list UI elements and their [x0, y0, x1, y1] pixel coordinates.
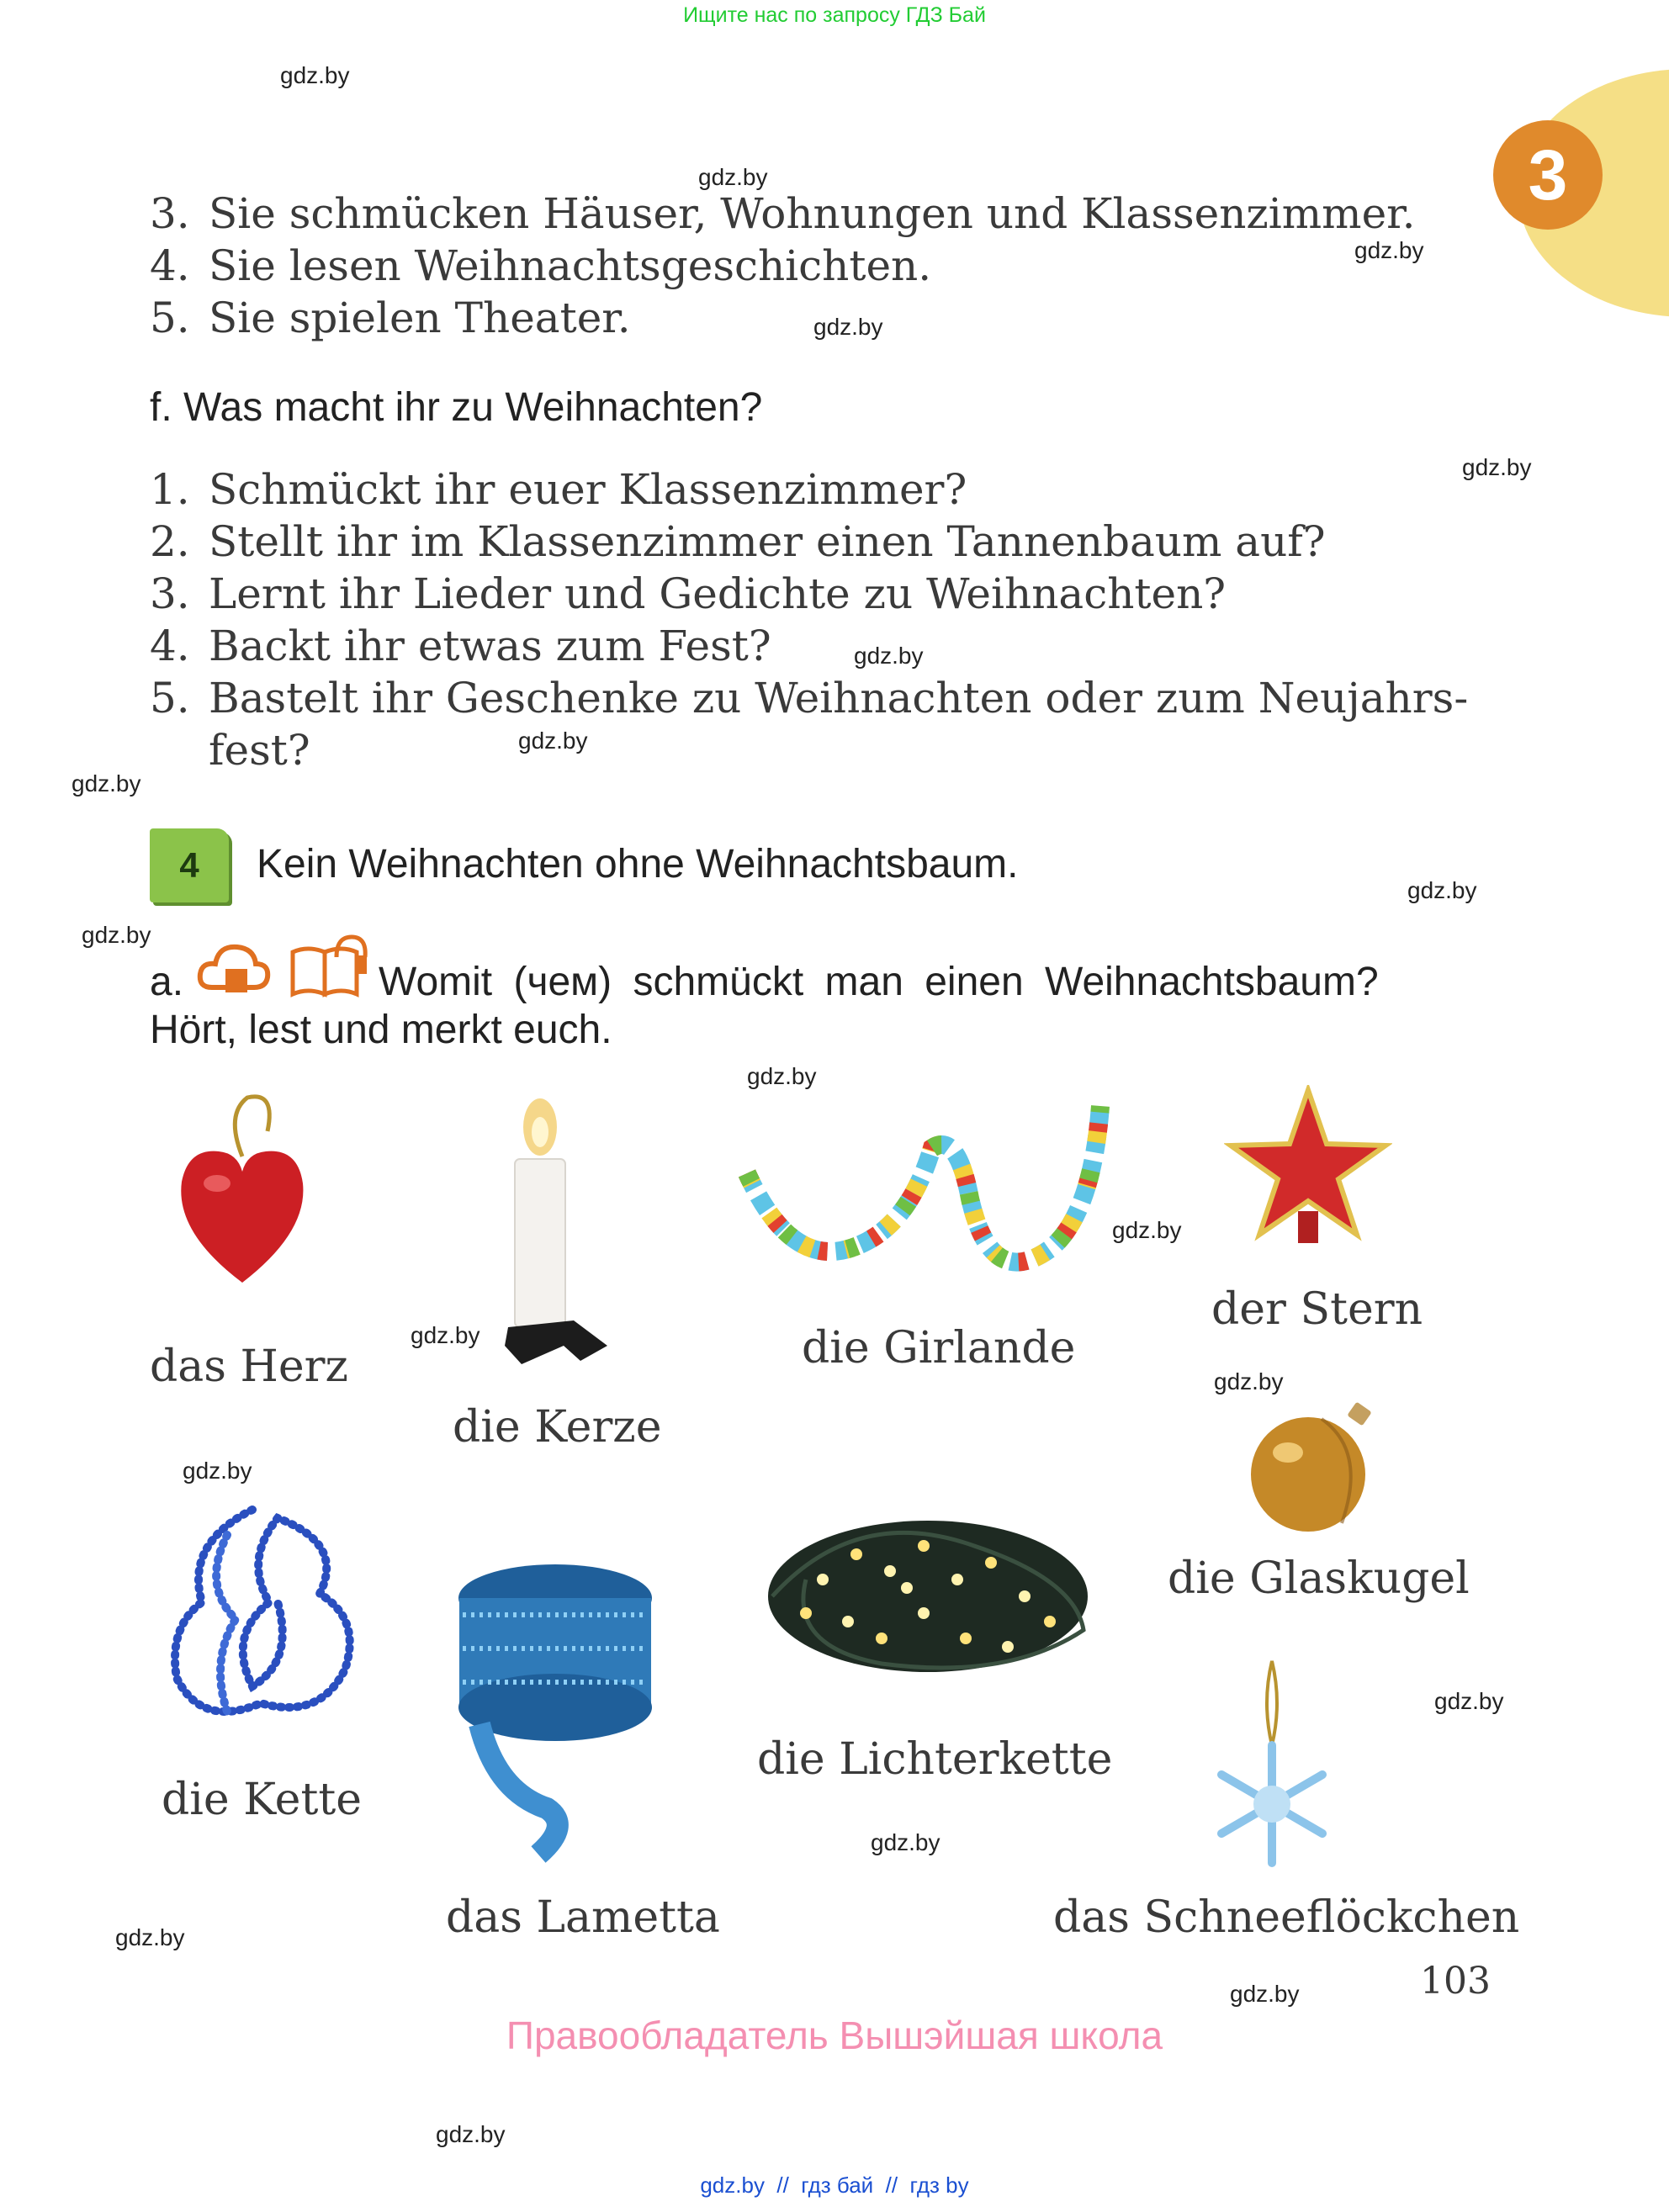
exercise-number: 4 [179, 845, 199, 885]
top-banner: Ищите нас по запросу ГДЗ Бай [683, 3, 986, 27]
question-line [150, 465, 967, 514]
watermark: gdz.by [1462, 454, 1532, 480]
caption-schneeflockchen: das Schneeflöckchen [1053, 1892, 1520, 1943]
item-text: Sie spielen Theater. [209, 294, 631, 342]
caption-glaskugel: die Glaskugel [1168, 1553, 1470, 1604]
item-text: Stellt ihr im Klassenzimmer einen Tannenbaum auf? [209, 517, 1326, 566]
question-line [150, 674, 1468, 722]
item-number: 3. [150, 569, 190, 618]
caption-girlande: die Girlande [802, 1323, 1076, 1373]
bead-chain-icon [151, 1493, 366, 1737]
watermark: gdz.by [72, 770, 141, 796]
watermark: gdz.by [871, 1829, 940, 1855]
question-continuation: fest? [209, 726, 310, 775]
task-a-question: Womit (чем) schmückt man einen Weihnachtsbaum? [379, 960, 1379, 1004]
item-number: 2. [150, 517, 190, 566]
garland-icon [739, 1098, 1121, 1295]
item-number: 4. [150, 622, 190, 670]
item-text: Backt ihr etwas zum Fest? [209, 622, 771, 670]
task-f-heading: f. Was macht ihr zu Weihnachten? [150, 385, 763, 430]
item-text: Lernt ihr Lieder und Gedichte zu Weihnachten? [209, 569, 1227, 618]
watermark: gdz.by [280, 62, 350, 88]
answer-line [150, 241, 931, 290]
audio-cloud-icon [195, 935, 273, 1003]
caption-herz: das Herz [150, 1341, 348, 1392]
task-a-instruction: Hört, lest und merkt euch. [150, 1008, 612, 1052]
item-text: Sie lesen Weihnachtsgeschichten. [209, 241, 932, 290]
answer-line [150, 294, 631, 342]
glass-ball-icon [1241, 1400, 1392, 1535]
exercise-title: Kein Weihnachten ohne Weihnachtsbaum. [257, 842, 1019, 886]
question-line [150, 517, 1326, 566]
watermark: gdz.by [82, 922, 151, 948]
tinsel-icon [446, 1556, 665, 1863]
read-listen-icon [286, 932, 368, 1003]
candle-icon [471, 1093, 614, 1384]
caption-stern: der Stern [1211, 1284, 1423, 1335]
watermark: gdz.by [1407, 877, 1477, 903]
item-number: 4. [150, 241, 190, 290]
caption-lichterkette: die Lichterkette [757, 1734, 1113, 1785]
watermark: gdz.by [854, 643, 924, 669]
watermark: gdz.by [518, 728, 588, 754]
item-number: 5. [150, 674, 190, 722]
watermark: gdz.by [436, 2121, 506, 2147]
item-text: Sie schmücken Häuser, Wohnungen und Klassenzimmer. [209, 189, 1416, 238]
question-line [150, 569, 1226, 618]
item-number: 3. [150, 189, 190, 238]
answer-line [150, 189, 1415, 238]
caption-lametta: das Lametta [446, 1892, 720, 1943]
item-number: 1. [150, 465, 190, 514]
watermark: gdz.by [698, 164, 768, 190]
watermark: gdz.by [115, 1924, 185, 1950]
item-text: Bastelt ihr Geschenke zu Weihnachten oder zum Neujahrs- [209, 674, 1469, 722]
watermark: gdz.by [411, 1322, 480, 1348]
exercise-number-badge [150, 828, 229, 902]
watermark: gdz.by [1214, 1368, 1284, 1394]
watermark: gdz.by [183, 1458, 252, 1484]
item-text: Schmückt ihr euer Klassenzimmer? [209, 465, 967, 514]
question-line [150, 622, 771, 670]
task-a-label: a. [150, 960, 184, 1004]
watermark: gdz.by [1354, 237, 1424, 263]
page-number: 103 [1420, 1960, 1491, 2003]
watermark: gdz.by [1434, 1688, 1504, 1714]
chapter-number: 3 [1493, 120, 1603, 230]
caption-kette: die Kette [162, 1775, 363, 1825]
watermark: gdz.by [1112, 1217, 1182, 1243]
string-lights-icon [755, 1470, 1100, 1693]
watermark: gdz.by [1230, 1981, 1300, 2007]
snowflake-icon [1211, 1653, 1333, 1867]
star-icon [1224, 1085, 1392, 1249]
copyright-notice: Правообладатель Вышэйшая школа [506, 2014, 1163, 2057]
watermark: gdz.by [747, 1063, 817, 1089]
item-number: 5. [150, 294, 190, 342]
caption-kerze: die Kerze [453, 1402, 662, 1453]
watermark: gdz.by [813, 314, 883, 340]
bottom-links[interactable]: gdz.by // гдз бай // гдз by [700, 2172, 969, 2198]
heart-ornament-icon [167, 1081, 318, 1299]
